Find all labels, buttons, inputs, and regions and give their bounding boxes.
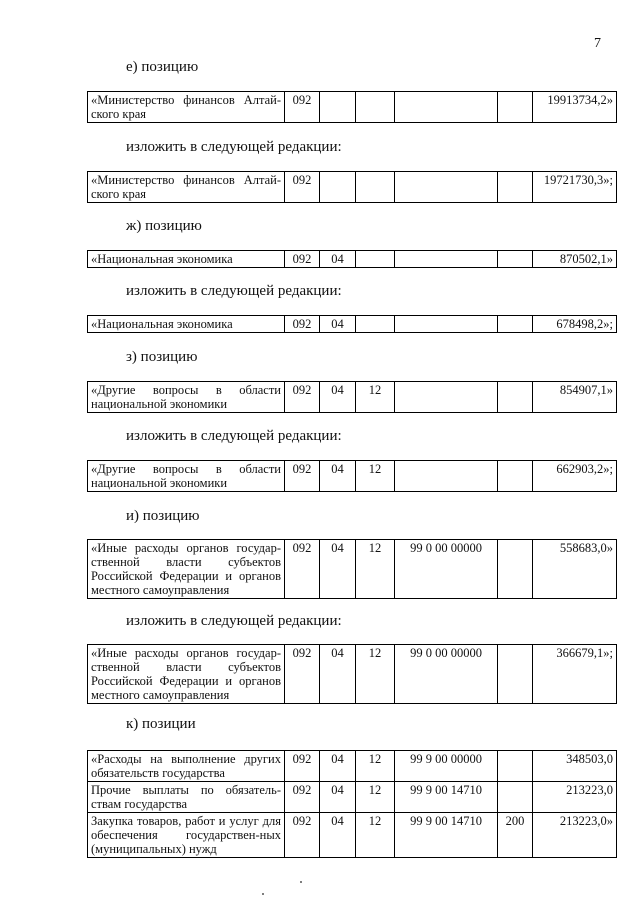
subsection-code: [356, 172, 395, 203]
section-heading: и) позицию: [126, 508, 200, 524]
amount: 870502,1»: [533, 251, 617, 268]
ministry-code: 092: [285, 813, 320, 858]
table-row: [88, 813, 617, 858]
section-heading: изложить в следующей редакции:: [126, 428, 342, 444]
section-code: 04: [320, 645, 356, 704]
subsection-code: 12: [356, 751, 395, 782]
section-code: [320, 92, 356, 123]
amount: 662903,2»;: [533, 461, 617, 492]
expense-type: [498, 172, 533, 203]
amount: 854907,1»: [533, 382, 617, 413]
table-row: [88, 382, 617, 413]
target-article: [395, 461, 498, 492]
page-number: 7: [594, 36, 601, 51]
subsection-code: 12: [356, 782, 395, 813]
ministry-code: 092: [285, 461, 320, 492]
target-article: [395, 172, 498, 203]
ministry-code: 092: [285, 540, 320, 599]
target-article: 99 9 00 14710: [395, 782, 498, 813]
ministry-code: 092: [285, 382, 320, 413]
ministry-code: 092: [285, 251, 320, 268]
expense-type: [498, 382, 533, 413]
target-article: [395, 92, 498, 123]
ministry-code: 092: [285, 645, 320, 704]
table-row: [88, 172, 617, 203]
table-row: [88, 645, 617, 704]
table-row: [88, 540, 617, 599]
amount: 678498,2»;: [533, 316, 617, 333]
row-name: Закупка товаров, работ и услуг для обеспечения государствен-ных (муниципальных) нужд: [88, 813, 285, 858]
expense-type: [498, 751, 533, 782]
amount: 213223,0: [533, 782, 617, 813]
row-name: «Расходы на выполнение других обязательств государства: [88, 751, 285, 782]
target-article: 99 9 00 00000: [395, 751, 498, 782]
target-article: 99 9 00 14710: [395, 813, 498, 858]
section-code: 04: [320, 461, 356, 492]
row-name: «Другие вопросы в области национальной экономики: [88, 382, 285, 413]
expense-type: [498, 645, 533, 704]
section-code: 04: [320, 316, 356, 333]
expense-type: [498, 540, 533, 599]
amount: 19721730,3»;: [533, 172, 617, 203]
section-heading: изложить в следующей редакции:: [126, 283, 342, 299]
target-article: [395, 251, 498, 268]
ministry-code: 092: [285, 782, 320, 813]
ministry-code: 092: [285, 172, 320, 203]
subsection-code: 12: [356, 645, 395, 704]
target-article: 99 0 00 00000: [395, 540, 498, 599]
section-code: 04: [320, 540, 356, 599]
budget-table: [87, 381, 617, 413]
section-heading: ж) позицию: [126, 218, 202, 234]
budget-table: [87, 460, 617, 492]
table-row: [88, 316, 617, 333]
section-code: 04: [320, 751, 356, 782]
subsection-code: [356, 92, 395, 123]
table-row: [88, 782, 617, 813]
ministry-code: 092: [285, 751, 320, 782]
budget-table: [87, 644, 617, 704]
section-heading: е) позицию: [126, 59, 199, 75]
section-heading: изложить в следующей редакции:: [126, 139, 342, 155]
section-code: 04: [320, 382, 356, 413]
row-name: «Министерство финансов Алтай-ского края: [88, 172, 285, 203]
subsection-code: 12: [356, 813, 395, 858]
row-name: «Национальная экономика: [88, 316, 285, 333]
scan-speck: [262, 893, 264, 895]
row-name: «Национальная экономика: [88, 251, 285, 268]
table-row: [88, 461, 617, 492]
ministry-code: 092: [285, 316, 320, 333]
section-heading: з) позицию: [126, 349, 198, 365]
amount: 366679,1»;: [533, 645, 617, 704]
expense-type: [498, 461, 533, 492]
target-article: 99 0 00 00000: [395, 645, 498, 704]
subsection-code: 12: [356, 540, 395, 599]
target-article: [395, 316, 498, 333]
budget-table: [87, 91, 617, 123]
section-code: 04: [320, 813, 356, 858]
budget-table: [87, 250, 617, 268]
expense-type: [498, 92, 533, 123]
budget-table: [87, 315, 617, 333]
expense-type: [498, 782, 533, 813]
amount: 348503,0: [533, 751, 617, 782]
scan-speck: [300, 881, 302, 883]
budget-table: [87, 750, 617, 858]
row-name: Прочие выплаты по обязатель-ствам государства: [88, 782, 285, 813]
expense-type: 200: [498, 813, 533, 858]
amount: 213223,0»: [533, 813, 617, 858]
table-row: [88, 751, 617, 782]
row-name: «Иные расходы органов государ-ственной власти субъектов Российской Федерации и органов местного самоуправления: [88, 540, 285, 599]
subsection-code: 12: [356, 461, 395, 492]
section-heading: к) позиции: [126, 716, 196, 732]
table-row: [88, 251, 617, 268]
target-article: [395, 382, 498, 413]
expense-type: [498, 251, 533, 268]
subsection-code: [356, 251, 395, 268]
row-name: «Иные расходы органов государ-ственной власти субъектов Российской Федерации и органов местного самоуправления: [88, 645, 285, 704]
budget-table: [87, 171, 617, 203]
expense-type: [498, 316, 533, 333]
row-name: «Министерство финансов Алтай-ского края: [88, 92, 285, 123]
amount: 558683,0»: [533, 540, 617, 599]
section-code: 04: [320, 251, 356, 268]
budget-table: [87, 539, 617, 599]
section-code: 04: [320, 782, 356, 813]
subsection-code: 12: [356, 382, 395, 413]
row-name: «Другие вопросы в области национальной экономики: [88, 461, 285, 492]
ministry-code: 092: [285, 92, 320, 123]
section-code: [320, 172, 356, 203]
section-heading: изложить в следующей редакции:: [126, 613, 342, 629]
amount: 19913734,2»: [533, 92, 617, 123]
table-row: [88, 92, 617, 123]
subsection-code: [356, 316, 395, 333]
